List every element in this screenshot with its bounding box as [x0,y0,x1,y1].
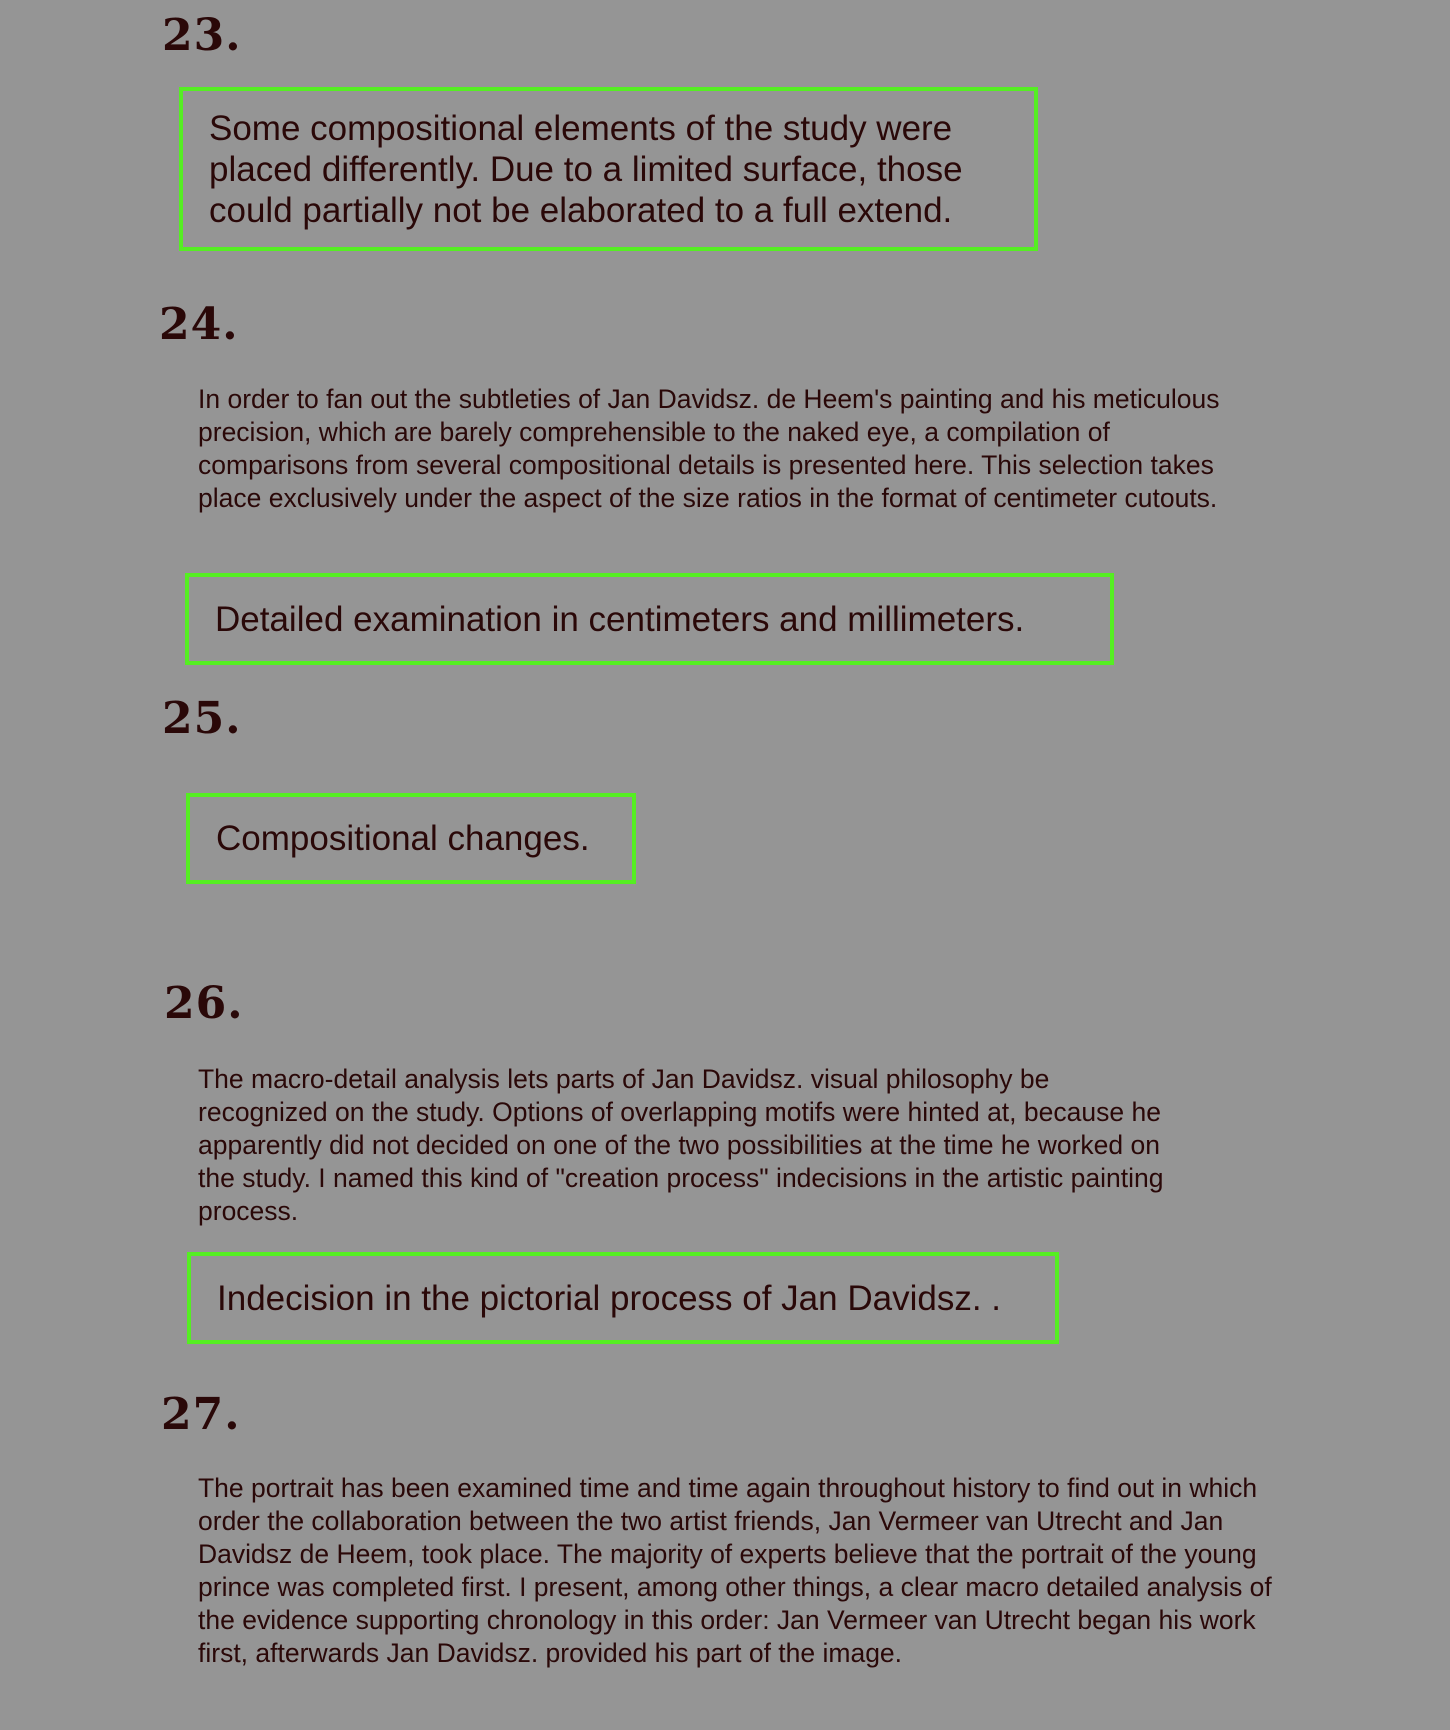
callout-text: Some compositional elements of the study were placed differently. Due to a limited surface, those could partially not be elaborated to a full extend. [209,108,963,230]
section-number-23: 23. [162,10,242,61]
paragraph-24: In order to fan out the subtleties of Jan Davidsz. de Heem's painting and his meticulous precision, which are barely comprehensible to the naked eye, a compilation of comparisons from several compositional details is presented here. This selection takes place exclusively under the aspect of the size ratios in the format of centimeter cutouts. [198,384,1220,513]
section-number-26: 26. [164,978,244,1029]
callout-text: Indecision in the pictorial process of Jan Davidsz. . [217,1278,1001,1318]
section-number-24: 24. [159,299,239,350]
paragraph-27: The portrait has been examined time and time again throughout history to find out in which order the collaboration between the two artist friends, Jan Vermeer van Utrecht and Jan Davidsz de Heem, took place. The majority of experts believe that the portrait of the young prince was completed first. I present, among other things, a clear macro detailed analysis of the evidence supporting chronology in this order: Jan Vermeer van Utrecht began his work first, afterwards Jan Davidsz. provided his part of the image. [198,1473,1272,1668]
callout-box-23 [179,87,1038,251]
section-number-27: 27. [161,1389,241,1440]
section-number-25: 25. [162,693,242,744]
callout-text: Compositional changes. [216,819,590,858]
paragraph-26: The macro-detail analysis lets parts of Jan Davidsz. visual philosophy be recognized on the study. Options of overlapping motifs were hinted at, because he apparently did not decided on one of the two possibilities at the time he worked on the study. I named this kind of "creation process" indecisions in the artistic painting process. [198,1064,1164,1226]
callout-box-26 [187,1252,1059,1344]
callout-box-25 [186,793,636,884]
callout-box-24 [185,573,1114,665]
callout-text: Detailed examination in centimeters and millimeters. [215,599,1025,639]
